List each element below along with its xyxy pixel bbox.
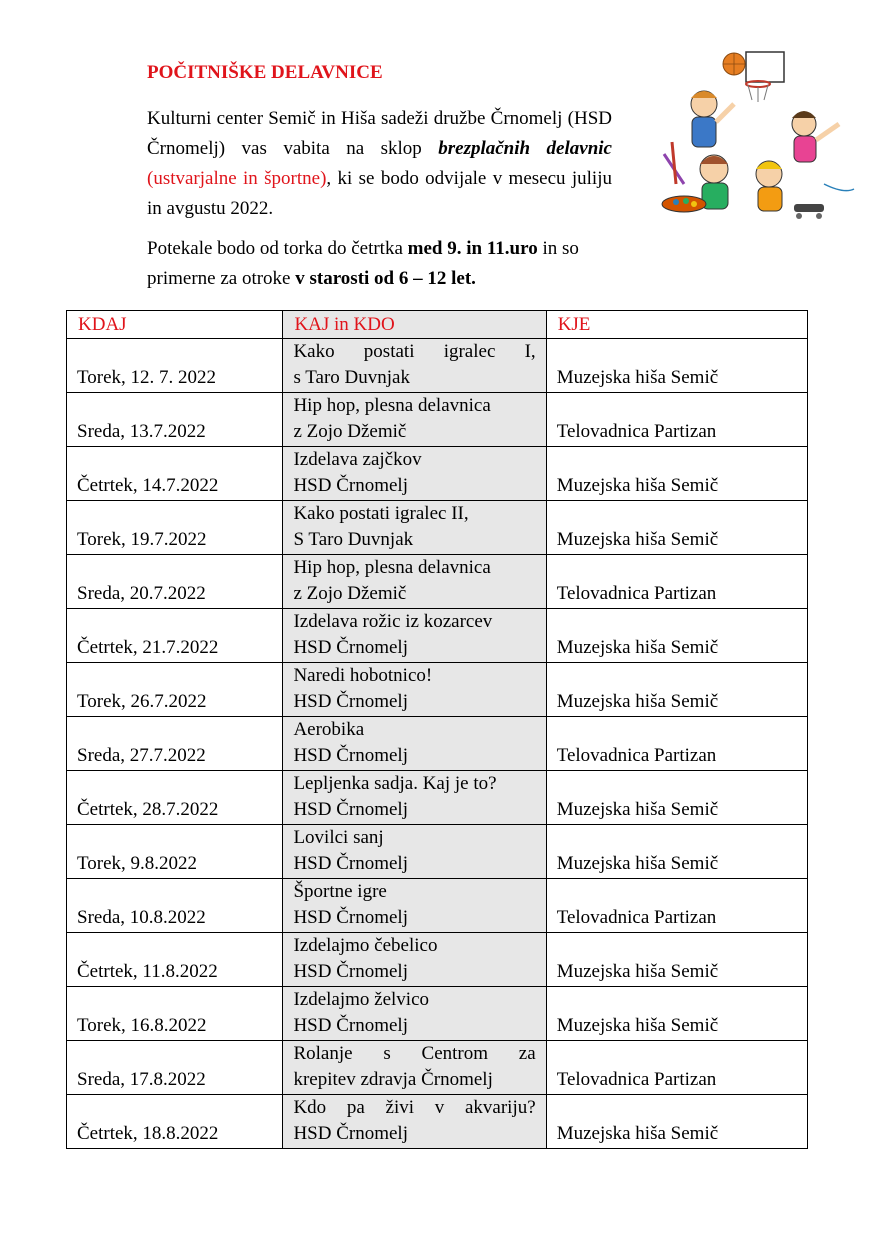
cell-where: Muzejska hiša Semič (546, 933, 807, 987)
cell-what-line1: Izdelajmo čebelico (293, 935, 438, 956)
cell-what-line1: Izdelajmo želvico (293, 989, 430, 1010)
cell-when: Sreda, 10.8.2022 (67, 879, 283, 933)
cell-what (283, 447, 546, 501)
cell-what-line1: Lovilci sanj (293, 827, 384, 848)
cell-what-line2: HSD Črnomelj (293, 745, 408, 766)
cell-what (283, 879, 546, 933)
cell-what-line1: Naredi hobotnico! (293, 665, 433, 686)
cell-when: Sreda, 17.8.2022 (67, 1041, 283, 1095)
cell-when: Torek, 19.7.2022 (67, 501, 283, 555)
cell-where: Telovadnica Partizan (546, 717, 807, 771)
cell-where: Muzejska hiša Semič (546, 1095, 807, 1149)
cell-where: Muzejska hiša Semič (546, 447, 807, 501)
table-row (67, 1041, 808, 1095)
header-where: KJE (546, 311, 807, 339)
table-row (67, 447, 808, 501)
intro-text-end: , ki se bodo odvijale v mesecu juliju in avgustu 2022. (147, 168, 612, 219)
table-row (67, 663, 808, 717)
cell-when: Sreda, 20.7.2022 (67, 555, 283, 609)
cell-what (283, 1095, 546, 1149)
cell-where: Telovadnica Partizan (546, 393, 807, 447)
cell-where: Telovadnica Partizan (546, 1041, 807, 1095)
table-row (67, 987, 808, 1041)
cell-what-line2: S Taro Duvnjak (293, 529, 414, 550)
cell-what-line1: Aerobika (293, 719, 365, 740)
cell-what (283, 987, 546, 1041)
cell-where: Muzejska hiša Semič (546, 339, 807, 393)
cell-what-line2: HSD Črnomelj (293, 853, 408, 874)
cell-what (283, 609, 546, 663)
cell-what-line1: Izdelava zajčkov (293, 449, 422, 470)
cell-what (283, 393, 546, 447)
cell-when: Torek, 9.8.2022 (67, 825, 283, 879)
page-title: POČITNIŠKE DELAVNICE (147, 62, 383, 83)
cell-when: Torek, 12. 7. 2022 (67, 339, 283, 393)
table-row (67, 555, 808, 609)
header-what-who: KAJ in KDO (283, 311, 546, 339)
table-row (67, 609, 808, 663)
cell-what-line2: HSD Črnomelj (293, 637, 408, 658)
cell-what-line1: Kako postati igralec II, (293, 503, 469, 524)
cell-when: Sreda, 13.7.2022 (67, 393, 283, 447)
age-bold: v starosti od 6 – 12 let. (295, 268, 476, 289)
table-row (67, 717, 808, 771)
cell-what-line1: Izdelava rožic iz kozarcev (293, 611, 493, 632)
table-header-row (67, 311, 808, 339)
table-row (67, 825, 808, 879)
cell-what (283, 771, 546, 825)
cell-what-line1: Hip hop, plesna delavnica (293, 395, 491, 416)
table-row (67, 393, 808, 447)
table-row (67, 771, 808, 825)
cell-what-line1: Kdo pa živi v akvariju? (293, 1097, 536, 1118)
cell-what (283, 339, 546, 393)
time-paragraph (147, 234, 627, 294)
cell-where: Muzejska hiša Semič (546, 771, 807, 825)
cell-where: Muzejska hiša Semič (546, 609, 807, 663)
cell-what-line2: HSD Črnomelj (293, 799, 408, 820)
intro-paragraph (147, 104, 612, 224)
cell-when: Četrtek, 21.7.2022 (67, 609, 283, 663)
cell-what-line1: Kako postati igralec I, (293, 341, 536, 362)
table-row (67, 339, 808, 393)
cell-when: Četrtek, 28.7.2022 (67, 771, 283, 825)
cell-what (283, 663, 546, 717)
cell-where: Telovadnica Partizan (546, 879, 807, 933)
table-row (67, 501, 808, 555)
cell-where: Muzejska hiša Semič (546, 501, 807, 555)
time-bold: med 9. in 11.uro (407, 238, 538, 259)
cell-when: Torek, 26.7.2022 (67, 663, 283, 717)
cell-what-line1: Rolanje s Centrom za (293, 1043, 536, 1064)
cell-what (283, 1041, 546, 1095)
cell-what (283, 825, 546, 879)
cell-what-line2: HSD Črnomelj (293, 907, 408, 928)
cell-what-line2: HSD Črnomelj (293, 1015, 408, 1036)
cell-what (283, 501, 546, 555)
cell-what-line1: Hip hop, plesna delavnica (293, 557, 491, 578)
header-when: KDAJ (67, 311, 283, 339)
cell-where: Muzejska hiša Semič (546, 825, 807, 879)
cell-where: Muzejska hiša Semič (546, 663, 807, 717)
schedule-table (66, 310, 808, 1149)
cell-what-line2: z Zojo Džemič (293, 421, 407, 442)
cell-when: Četrtek, 14.7.2022 (67, 447, 283, 501)
time-text-2: in so primerne za otroke (147, 238, 579, 289)
cell-what (283, 717, 546, 771)
cell-what (283, 933, 546, 987)
cell-where: Telovadnica Partizan (546, 555, 807, 609)
cell-when: Sreda, 27.7.2022 (67, 717, 283, 771)
kids-sports-art-illustration-icon (654, 44, 858, 230)
cell-what (283, 555, 546, 609)
cell-what-line2: krepitev zdravja Črnomelj (293, 1069, 493, 1090)
intro-text: Kulturni center Semič in Hiša sadeži družbe Črnomelj (HSD Črnomelj) vas vabita na sklop (147, 108, 612, 159)
time-text: Potekale bodo od torka do četrtka (147, 238, 408, 259)
cell-what-line2: s Taro Duvnjak (293, 367, 410, 388)
cell-when: Četrtek, 11.8.2022 (67, 933, 283, 987)
cell-when: Četrtek, 18.8.2022 (67, 1095, 283, 1149)
cell-what-line2: HSD Črnomelj (293, 691, 408, 712)
intro-red-text: (ustvarjalne in športne) (147, 168, 327, 189)
cell-where: Muzejska hiša Semič (546, 987, 807, 1041)
table-row (67, 1095, 808, 1149)
cell-what-line2: z Zojo Džemič (293, 583, 407, 604)
cell-what-line2: HSD Črnomelj (293, 475, 408, 496)
cell-what-line2: HSD Črnomelj (293, 961, 408, 982)
cell-what-line2: HSD Črnomelj (293, 1123, 408, 1144)
intro-emphasis: brezplačnih delavnic (438, 138, 612, 159)
table-row (67, 933, 808, 987)
cell-what-line1: Lepljenka sadja. Kaj je to? (293, 773, 497, 794)
table-row (67, 879, 808, 933)
cell-when: Torek, 16.8.2022 (67, 987, 283, 1041)
cell-what-line1: Športne igre (293, 881, 387, 902)
